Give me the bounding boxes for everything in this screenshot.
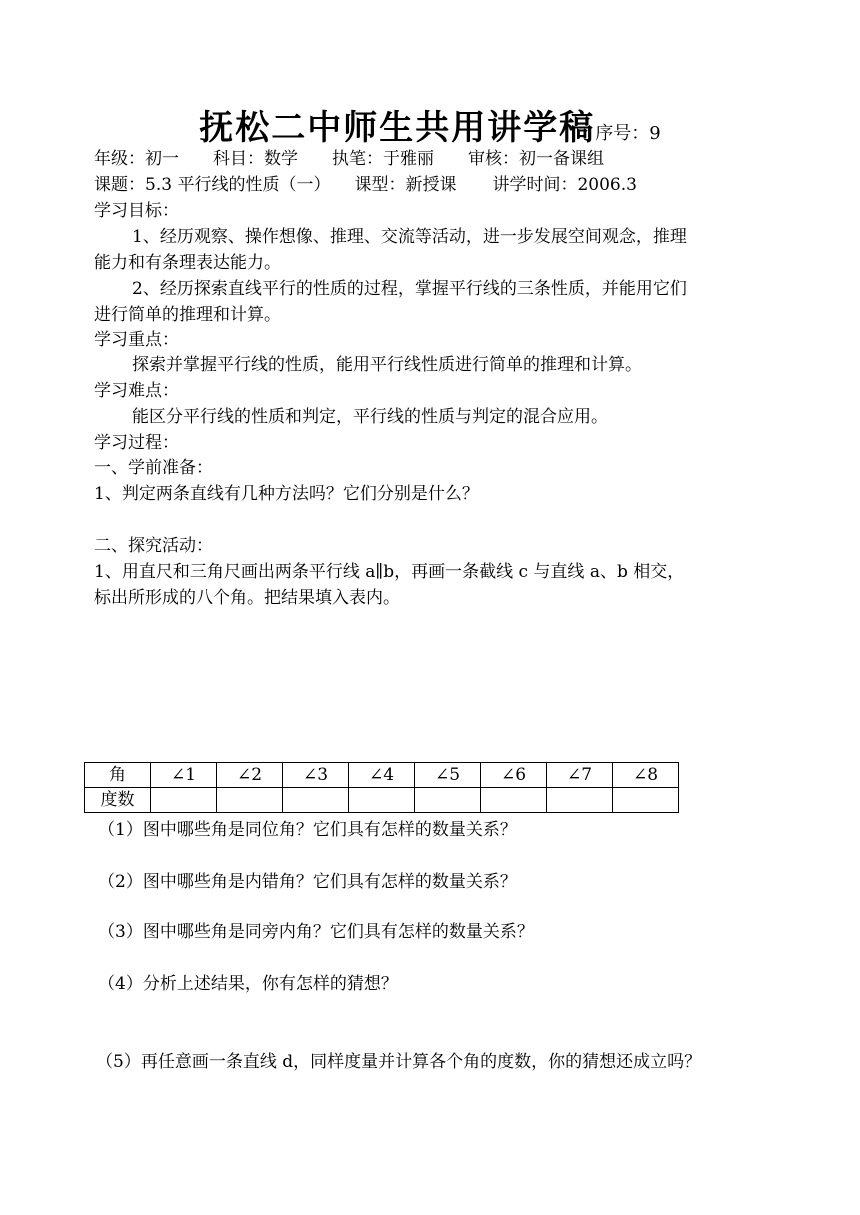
table-cell: ∠5 <box>415 763 481 788</box>
table-cell: ∠4 <box>349 763 415 788</box>
question-4: （4）分析上述结果，你有怎样的猜想？ <box>98 974 398 994</box>
table-cell: ∠7 <box>547 763 613 788</box>
difficulties-text: 能区分平行线的性质和判定，平行线的性质与判定的混合应用。 <box>132 407 608 427</box>
process-heading: 学习过程： <box>94 433 179 453</box>
explore-line-2: 标出所形成的八个角。把结果填入表内。 <box>94 588 400 608</box>
degree-row <box>85 788 679 813</box>
goal-1-line-1: 1、经历观察、操作想像、推理、交流等活动，进一步发展空间观念，推理 <box>132 227 687 247</box>
table-cell <box>547 788 613 813</box>
question-2: （2）图中哪些角是内错角？它们具有怎样的数量关系？ <box>98 872 517 892</box>
document-title: 抚松二中师生共用讲学稿 <box>199 108 596 148</box>
difficulties-heading: 学习难点： <box>94 381 179 401</box>
table-cell: ∠6 <box>481 763 547 788</box>
table-cell: ∠3 <box>283 763 349 788</box>
table-cell <box>151 788 217 813</box>
table-cell <box>283 788 349 813</box>
meta-row-1 <box>94 146 604 172</box>
meta-row-2 <box>94 172 637 198</box>
subject: 科目：数学 <box>213 149 298 169</box>
reviewer: 审核：初一备课组 <box>468 149 604 169</box>
lesson-type: 课型：新授课 <box>354 175 457 195</box>
table-cell <box>481 788 547 813</box>
key-points-text: 探索并掌握平行线的性质，能用平行线性质进行简单的推理和计算。 <box>132 355 642 375</box>
table-cell <box>613 788 679 813</box>
goal-2-line-2: 进行简单的推理和计算。 <box>94 305 281 325</box>
question-5: （5）再任意画一条直线 d，同样度量并计算各个角的度数，你的猜想还成立吗？ <box>96 1052 702 1072</box>
header <box>0 100 860 149</box>
explore-heading: 二、探究活动： <box>94 536 213 556</box>
angle-table <box>84 762 679 813</box>
angle-header-row <box>85 763 679 788</box>
table-cell: ∠2 <box>217 763 283 788</box>
table-cell: 角 <box>85 763 151 788</box>
table-cell: ∠8 <box>613 763 679 788</box>
author: 执笔：于雅丽 <box>332 149 434 169</box>
prep-question-1: 1、判定两条直线有几种方法吗？它们分别是什么？ <box>94 484 479 504</box>
goal-2-line-1: 2、经历探索直线平行的性质的过程，掌握平行线的三条性质，并能用它们 <box>132 279 687 299</box>
key-points-heading: 学习重点： <box>94 330 179 350</box>
question-3: （3）图中哪些角是同旁内角？它们具有怎样的数量关系？ <box>98 922 534 942</box>
lesson-topic: 课题：5.3 平行线的性质（一） <box>94 175 331 195</box>
table-cell <box>349 788 415 813</box>
serial-number: 序号：9 <box>595 123 661 144</box>
prep-heading: 一、学前准备： <box>94 458 213 478</box>
table-cell: ∠1 <box>151 763 217 788</box>
table-cell <box>415 788 481 813</box>
table-cell <box>217 788 283 813</box>
question-1: （1）图中哪些角是同位角？它们具有怎样的数量关系？ <box>98 820 517 840</box>
goals-heading: 学习目标： <box>94 201 179 221</box>
table-cell: 度数 <box>85 788 151 813</box>
grade: 年级：初一 <box>94 149 179 169</box>
explore-line-1: 1、用直尺和三角尺画出两条平行线 a∥b，再画一条截线 c 与直线 a、b 相交， <box>94 562 685 582</box>
lesson-time: 讲学时间：2006.3 <box>492 175 637 195</box>
goal-1-line-2: 能力和有条理表达能力。 <box>94 253 281 273</box>
